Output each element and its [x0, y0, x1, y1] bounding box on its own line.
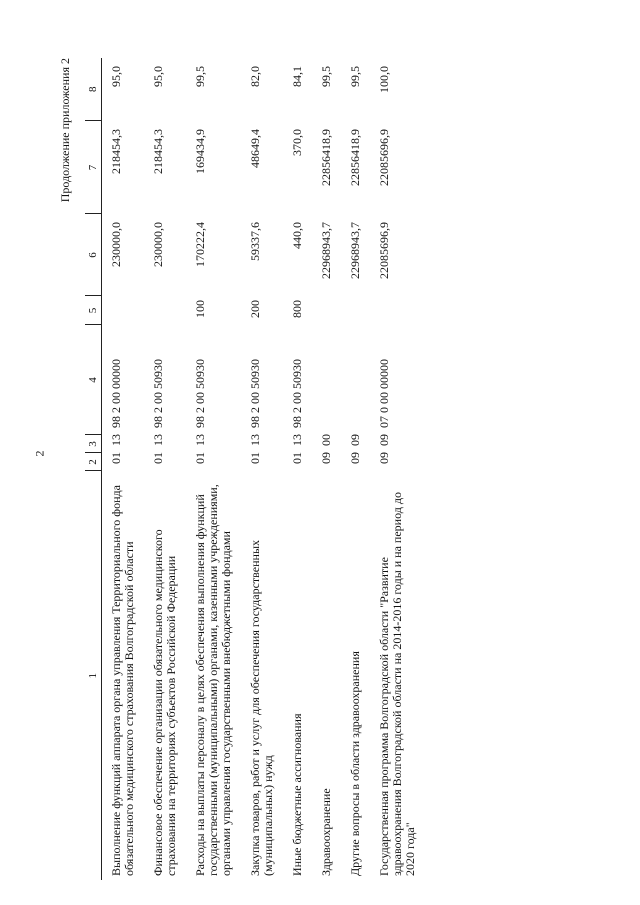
- row-expense-type: 100: [193, 300, 207, 318]
- row-executed: 22085696,9: [377, 129, 391, 186]
- row-executed: 48649,4: [248, 129, 262, 168]
- row-name: Иные бюджетные ассигнования: [290, 713, 304, 876]
- row-percent: 99,5: [348, 66, 362, 87]
- page-number: 2: [32, 450, 47, 457]
- continuation-label: Продолжение приложения 2: [58, 58, 72, 203]
- table-row: [102, 58, 147, 880]
- row-expense-type: [102, 296, 147, 325]
- row-executed: 169434,9: [193, 129, 207, 174]
- row-target-code: 98 2 00 00000: [109, 359, 123, 428]
- table-row: [188, 58, 243, 880]
- row-name: Другие вопросы в области здравоохранения: [348, 651, 362, 876]
- row-subsection: 09: [348, 434, 362, 446]
- row-subsection: 13: [290, 434, 304, 446]
- table-row: [343, 58, 372, 880]
- table-row: [285, 58, 314, 880]
- row-expense-type: [146, 296, 188, 325]
- row-planned: 59337,6: [248, 222, 262, 261]
- row-percent: 95,0: [151, 66, 165, 87]
- row-percent: 84,1: [290, 66, 304, 87]
- row-target-code: [343, 325, 372, 435]
- row-subsection: 13: [109, 434, 123, 446]
- rotated-page: [43, 25, 640, 880]
- row-planned: 22085696,9: [377, 222, 391, 279]
- row-section: 01: [151, 452, 165, 464]
- row-section: 09: [319, 452, 333, 464]
- header-row: [85, 58, 102, 880]
- row-name: Финансовое обеспечение организации обязательного медицинского страхования на территориях субъектов Российской Федерации: [151, 529, 178, 876]
- row-planned: 230000,0: [109, 222, 123, 267]
- row-planned: 22968943,7: [348, 222, 362, 279]
- row-section: 09: [348, 452, 362, 464]
- row-section: 01: [290, 452, 304, 464]
- row-percent: 99,5: [319, 66, 333, 87]
- row-name: Расходы на выплаты персоналу в целях обеспечения выполнения функций государственными (муниципальными) органами, казенными учреждениями, органами управления государственными внебюджетными фондами: [193, 484, 233, 876]
- row-section: 01: [248, 452, 262, 464]
- row-name: Выполнение функций аппарата органа управления Территориального фонда обязательного медицинского страхования Волгоградской области: [109, 485, 136, 876]
- row-subsection: 00: [319, 434, 333, 446]
- row-expense-type: 800: [290, 300, 304, 318]
- table-row: [243, 58, 285, 880]
- row-expense-type: [343, 296, 372, 325]
- col-header-4: 4: [85, 325, 102, 435]
- row-section: 01: [109, 452, 123, 464]
- row-subsection: 09: [377, 434, 391, 446]
- row-expense-type: [314, 296, 343, 325]
- row-planned: 170222,4: [193, 222, 207, 267]
- row-name: Государственная программа Волгоградской области "Развитие здравоохранения Волгоградской области на 2014-2016 годы и на период до 2020 года": [377, 492, 417, 876]
- row-executed: 218454,3: [151, 129, 165, 174]
- row-section: 01: [193, 452, 207, 464]
- row-executed: 22856418,9: [319, 129, 333, 186]
- col-header-7: 7: [85, 121, 102, 214]
- budget-table: [85, 58, 427, 880]
- row-percent: 99,5: [193, 66, 207, 87]
- row-executed: 22856418,9: [348, 129, 362, 186]
- col-header-2: 2: [85, 453, 102, 471]
- row-planned: 230000,0: [151, 222, 165, 267]
- row-target-code: 98 2 00 50930: [248, 359, 262, 428]
- row-executed: 370,0: [290, 129, 304, 156]
- row-target-code: 07 0 00 00000: [377, 359, 391, 428]
- row-subsection: 13: [151, 434, 165, 446]
- table-row: [146, 58, 188, 880]
- row-subsection: 13: [193, 434, 207, 446]
- row-planned: 440,0: [290, 222, 304, 249]
- row-target-code: [314, 325, 343, 435]
- col-header-8: 8: [85, 58, 102, 121]
- row-name: Закупка товаров, работ и услуг для обеспечения государственных (муниципальных) нужд: [248, 539, 275, 876]
- col-header-5: 5: [85, 296, 102, 325]
- row-planned: 22968943,7: [319, 222, 333, 279]
- row-name: Здравоохранение: [319, 788, 333, 876]
- row-target-code: 98 2 00 50930: [290, 359, 304, 428]
- row-percent: 95,0: [109, 66, 123, 87]
- row-section: 09: [377, 452, 391, 464]
- row-executed: 218454,3: [109, 129, 123, 174]
- col-header-6: 6: [85, 214, 102, 296]
- row-percent: 100,0: [377, 66, 391, 93]
- col-header-1: 1: [85, 471, 102, 880]
- row-expense-type: [372, 296, 427, 325]
- table-row: [314, 58, 343, 880]
- row-expense-type: 200: [248, 300, 262, 318]
- row-percent: 82,0: [248, 66, 262, 87]
- row-target-code: 98 2 00 50930: [193, 359, 207, 428]
- table-row: [372, 58, 427, 880]
- row-target-code: 98 2 00 50930: [151, 359, 165, 428]
- col-header-3: 3: [85, 435, 102, 453]
- row-subsection: 13: [248, 434, 262, 446]
